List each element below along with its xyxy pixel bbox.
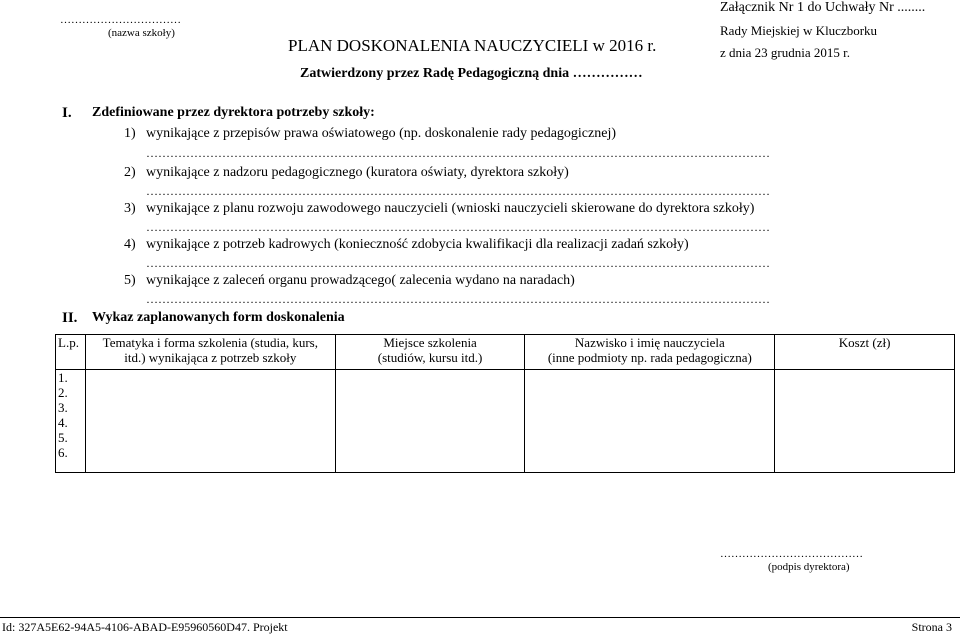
school-name-label: (nazwa szkoły) [108,27,175,39]
need-item-dots: ………………………………………………………………………………………………………………………………………… [146,220,770,234]
approval-line: Zatwierdzony przez Radę Pedagogiczną dnia …………… [300,66,643,81]
footer-page-number: Strona 3 [911,620,952,634]
row-number: 4. [58,415,68,430]
section-1-title: Zdefiniowane przez dyrektora potrzeby szkoły: [92,105,375,120]
column-header-teacher: Nazwisko i imię nauczyciela (inne podmioty np. rada pedagogiczna) [525,335,775,370]
row-number: 2. [58,385,68,400]
need-item-dots: ………………………………………………………………………………………………………………………………………… [146,146,770,160]
page-title: PLAN DOSKONALENIA NAUCZYCIELI w 2016 r. [288,36,657,55]
signature-label: (podpis dyrektora) [768,561,850,573]
column-header-lp: L.p. [56,335,86,370]
need-item-dots: ………………………………………………………………………………………………………………………………………… [146,184,770,198]
signature-dots: ………………………………… [720,548,863,560]
section-1-numeral: I. [62,105,72,121]
footer-divider [0,617,960,618]
row-number: 6. [58,445,68,460]
row-number: 3. [58,400,68,415]
topic-cell[interactable] [85,370,335,473]
column-header-place: Miejsce szkolenia (studiów, kursu itd.) [335,335,525,370]
need-item-text: wynikające z zaleceń organu prowadzącego( zalecenia wydano na naradach) [146,273,575,288]
need-item-text: wynikające z potrzeb kadrowych (konieczność zdobycia kwalifikacji dla realizacji zadań szkoły) [146,237,689,252]
section-2-title: Wykaz zaplanowanych form doskonalenia [92,310,345,325]
need-item-text: wynikające z nadzoru pedagogicznego (kuratora oświaty, dyrektora szkoły) [146,165,569,180]
attachment-line-3: z dnia 23 grudnia 2015 r. [720,45,850,60]
need-item-dots: ………………………………………………………………………………………………………………………………………… [146,292,770,306]
column-header-topic: Tematyka i forma szkolenia (studia, kurs, itd.) wynikająca z potrzeb szkoły [85,335,335,370]
need-item-text: wynikające z przepisów prawa oświatowego (np. doskonalenie rady pedagogicznej) [146,126,616,141]
table-header-row [56,335,955,370]
need-item-text: wynikające z planu rozwoju zawodowego nauczycieli (wnioski nauczycieli skierowane do dyrektora szkoły) [146,201,755,216]
school-name-dots: …………………………… [60,14,181,26]
cost-cell[interactable] [775,370,955,473]
column-header-cost: Koszt (zł) [775,335,955,370]
need-item-number: 2) [124,165,136,180]
row-number: 5. [58,430,68,445]
table-row [56,370,955,473]
row-number: 1. [58,370,68,385]
place-cell[interactable] [335,370,525,473]
need-item-number: 1) [124,126,136,141]
need-item-number: 3) [124,201,136,216]
section-2-numeral: II. [62,310,78,326]
row-numbers-cell [56,370,86,473]
training-plan-table [55,334,955,473]
need-item-number: 5) [124,273,136,288]
attachment-line-1: Załącznik Nr 1 do Uchwały Nr ........ [720,0,926,15]
footer-document-id: Id: 327A5E62-94A5-4106-ABAD-E95960560D47. Projekt [2,620,288,634]
attachment-line-2: Rady Miejskiej w Kluczborku [720,23,878,38]
need-item-dots: ………………………………………………………………………………………………………………………………………… [146,256,770,270]
teacher-cell[interactable] [525,370,775,473]
need-item-number: 4) [124,237,136,252]
